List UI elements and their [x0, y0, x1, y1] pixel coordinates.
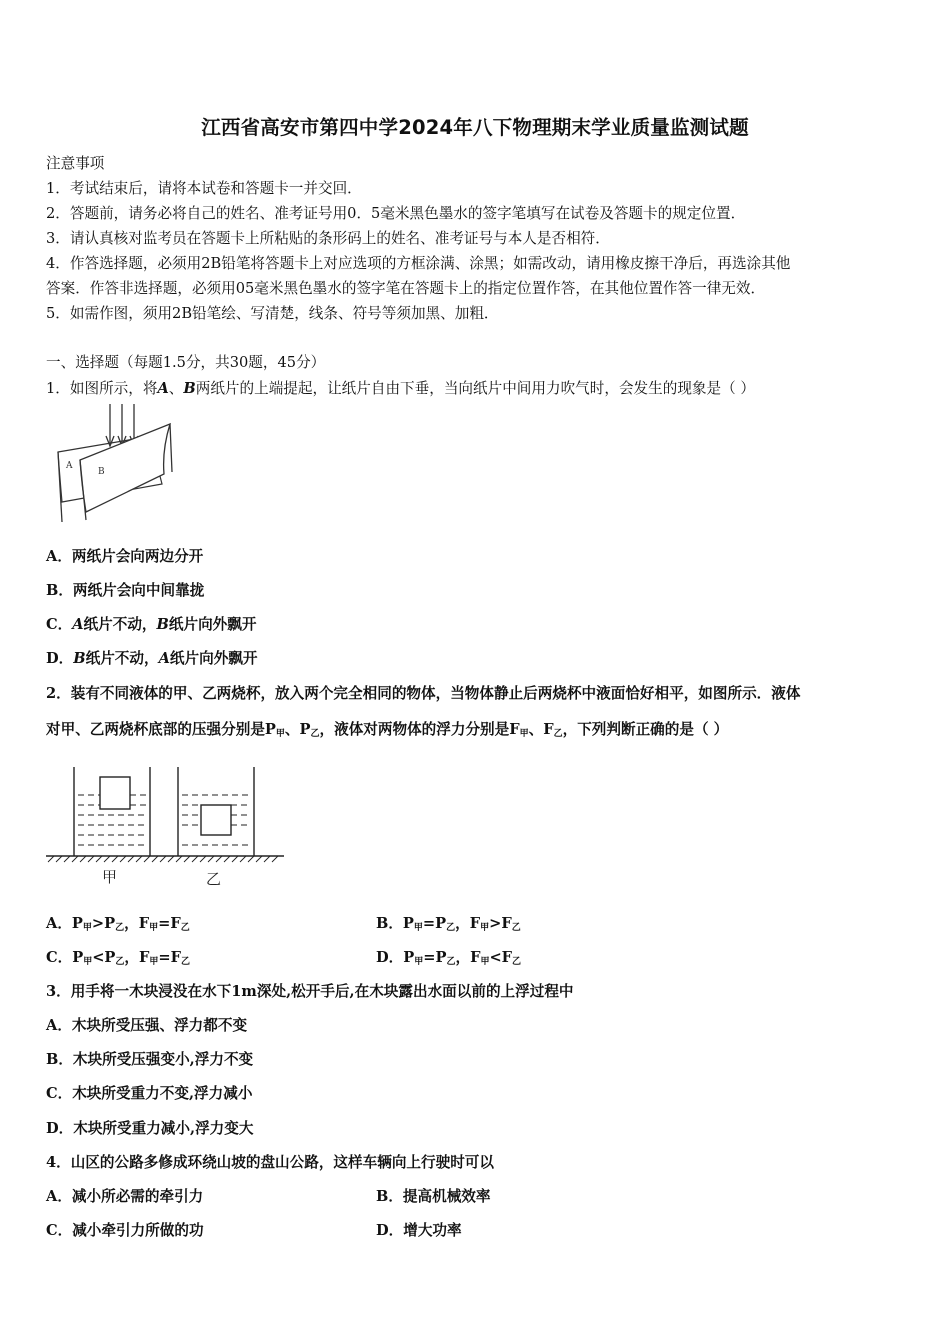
sub-jia: 甲	[519, 729, 529, 739]
beaker-yi-label: 乙	[206, 870, 222, 888]
sub-yi: 乙	[310, 729, 320, 739]
q1-stem-part: 1．如图所示，将	[46, 380, 158, 397]
question-2-line2	[46, 718, 728, 739]
notice-item: 4．作答选择题，必须用2B铅笔将答题卡上对应选项的方框涂满、涂黑；如需改动，请用橡皮擦干净后，再选涂其他	[46, 255, 791, 272]
option-text: 纸片向外飘开	[169, 650, 258, 667]
option-text: A．P	[46, 915, 83, 932]
sub: 乙	[181, 957, 191, 967]
option-text: D．P	[376, 949, 415, 966]
q4-option-b[interactable]: B．提高机械效率	[376, 1188, 491, 1205]
q1-option-a[interactable]: A．两纸片会向两边分开	[46, 548, 204, 565]
notice-item: 1．考试结束后，请将本试卷和答题卡一并交回．	[46, 180, 362, 197]
notice-item: 2．答题前，请务必将自己的姓名、准考证号用0．5毫米黑色墨水的签字笔填写在试卷及答题卡的规定位置．	[46, 205, 746, 222]
option-text: <F	[489, 949, 513, 966]
option-text: ，F	[455, 949, 481, 966]
q1-option-c[interactable]	[46, 613, 256, 634]
sub: 甲	[480, 923, 490, 933]
option-label-a: A	[158, 650, 170, 667]
q2-text: 、F	[528, 721, 554, 738]
q3-option-d[interactable]: D．木块所受重力减小,浮力变大	[46, 1120, 254, 1137]
notice-item: 3．请认真核对监考员在答题卡上所粘贴的条形码上的姓名、准考证号与本人是否相符．	[46, 230, 610, 247]
option-text: <P	[92, 949, 116, 966]
notice-item: 5．如需作图，须用2B铅笔绘、写清楚，线条、符号等须加黑、加粗．	[46, 305, 499, 322]
sub: 甲	[82, 923, 92, 933]
question-4-stem: 4．山区的公路多修成环绕山坡的盘山公路，这样车辆向上行驶时可以	[46, 1154, 494, 1171]
beakers-figure	[46, 763, 286, 891]
sub-yi: 乙	[553, 729, 563, 739]
q1-option-b[interactable]: B．两纸片会向中间靠拢	[46, 582, 205, 599]
q2-text: ，液体对两物体的浮力分别是F	[319, 721, 520, 738]
sub: 乙	[115, 957, 125, 967]
option-text: =P	[422, 915, 447, 932]
q2-text: 对甲、乙两烧杯底部的压强分别是P	[46, 721, 276, 738]
q1-label-a: A	[157, 380, 169, 397]
q1-label-b: B	[183, 380, 196, 397]
option-text: C．P	[46, 949, 84, 966]
sub: 乙	[180, 923, 190, 933]
paper-strips-figure	[52, 402, 182, 527]
q3-option-b[interactable]: B．木块所受压强变小,浮力不变	[46, 1051, 254, 1068]
sub: 甲	[413, 923, 423, 933]
option-text: 纸片不动，	[83, 616, 157, 633]
sub: 乙	[511, 923, 521, 933]
option-text: B．P	[376, 915, 414, 932]
exam-title: 江西省高安市第四中学2024年八下物理期末学业质量监测试题	[201, 116, 749, 139]
option-text: =F	[158, 949, 181, 966]
sub: 乙	[512, 957, 522, 967]
sub: 甲	[83, 957, 93, 967]
sub-jia: 甲	[275, 729, 285, 739]
option-label-b: B	[73, 650, 86, 667]
option-text: =P	[423, 949, 447, 966]
sub: 甲	[149, 957, 159, 967]
q4-option-d[interactable]: D．增大功率	[376, 1222, 462, 1239]
section-heading: 一、选择题（每题1.5分，共30题，45分）	[46, 354, 326, 371]
q3-option-a[interactable]: A．木块所受压强、浮力都不变	[46, 1017, 248, 1034]
paper-b-label: B	[98, 467, 105, 477]
notice-item: 答案．作答非选择题，必须用05毫米黑色墨水的签字笔在答题卡上的指定位置作答，在其他位置作答一律无效．	[46, 280, 766, 297]
question-3-stem: 3．用手将一木块浸没在水下1m深处,松开手后,在木块露出水面以前的上浮过程中	[46, 983, 574, 1000]
option-text: 纸片不动，	[85, 650, 159, 667]
notice-heading: 注意事项	[46, 155, 105, 172]
option-label-a: A	[72, 616, 84, 633]
sub: 甲	[149, 923, 159, 933]
option-text: 纸片向外飘开	[168, 616, 257, 633]
q2-option-a[interactable]	[46, 912, 190, 933]
sub: 甲	[414, 957, 424, 967]
q3-option-c[interactable]: C．木块所受重力不变,浮力减小	[46, 1085, 253, 1102]
q2-option-c[interactable]	[46, 946, 190, 967]
sub: 乙	[446, 923, 456, 933]
q1-stem-part: 两纸片的上端提起，让纸片自由下垂，当向纸片中间用力吹气时，会发生的现象是（ ）	[195, 380, 755, 397]
option-text: =F	[158, 915, 181, 932]
beaker-jia-label: 甲	[102, 868, 118, 886]
q2-text: 、P	[284, 721, 311, 738]
q1-option-d[interactable]	[46, 647, 257, 668]
option-text: >P	[91, 915, 116, 932]
sub: 甲	[480, 957, 490, 967]
sub: 乙	[115, 923, 125, 933]
q2-option-b[interactable]	[376, 912, 521, 933]
option-label-b: B	[156, 616, 169, 633]
option-text: >F	[489, 915, 512, 932]
option-text: ，F	[124, 949, 150, 966]
q2-option-d[interactable]	[376, 946, 521, 967]
option-prefix: D．	[46, 650, 74, 667]
question-1-stem	[46, 377, 755, 398]
option-text: ，F	[124, 915, 150, 932]
q4-option-a[interactable]: A．减小所必需的牵引力	[46, 1188, 204, 1205]
q4-option-c[interactable]: C．减小牵引力所做的功	[46, 1222, 204, 1239]
q2-text: ，下列判断正确的是（ ）	[562, 721, 729, 738]
paper-a-label: A	[66, 461, 73, 471]
q1-sep: 、	[168, 380, 184, 397]
option-text: ，F	[455, 915, 481, 932]
question-2-line1: 2．装有不同液体的甲、乙两烧杯，放入两个完全相同的物体，当物体静止后两烧杯中液面恰好相平，如图所示．液体	[46, 685, 801, 702]
sub: 乙	[446, 957, 456, 967]
option-prefix: C．	[46, 616, 73, 633]
